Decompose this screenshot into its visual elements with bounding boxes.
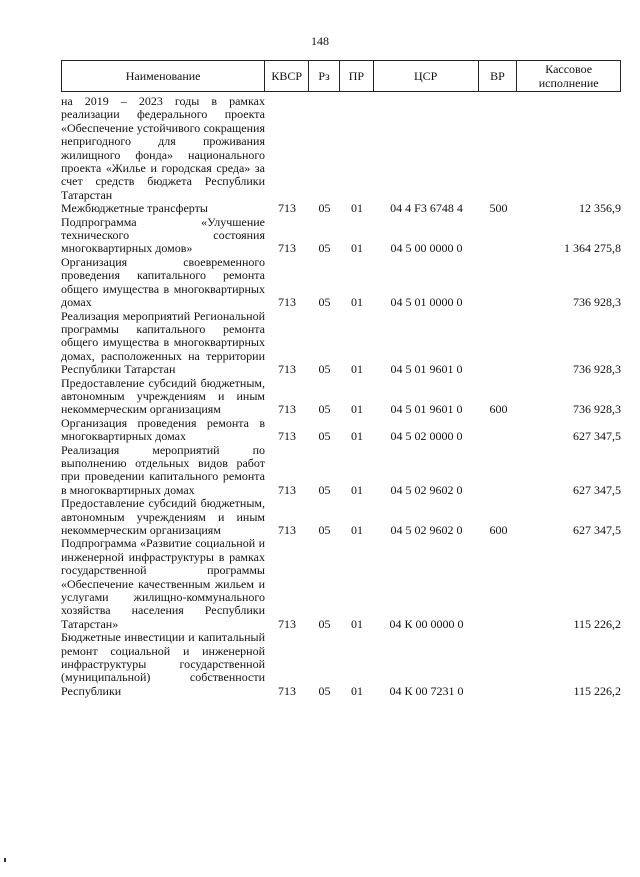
header-vr: ВР <box>479 61 518 91</box>
row-vr: 600 <box>489 523 508 537</box>
row-kvsr: 713 <box>278 683 296 698</box>
row-kvsr: 713 <box>278 402 296 417</box>
row-csr: 04 5 01 0000 0 <box>390 295 463 310</box>
row-sum: 1 364 275,8 <box>564 241 621 256</box>
row-pr: 01 <box>351 429 363 444</box>
row-csr: 04 5 02 0000 0 <box>390 429 463 444</box>
table-row <box>61 631 621 698</box>
row-rz: 05 <box>318 482 331 497</box>
row-pr: 01 <box>351 362 363 377</box>
header-csr: ЦСР <box>374 61 479 91</box>
row-sum: 627 347,5 <box>573 429 621 444</box>
table-row <box>61 537 621 631</box>
row-sum: 115 226,2 <box>573 683 621 698</box>
row-rz: 05 <box>318 683 331 698</box>
row-csr: 04 5 01 9601 0 <box>390 402 463 417</box>
row-name: Реализация мероприятий по выполнению отдельных видов работ при проведении капитального ремонта в многоквартирных домах <box>61 442 265 497</box>
table-row <box>61 417 621 444</box>
row-sum: 736 928,3 <box>573 402 621 417</box>
row-rz: 05 <box>318 362 331 377</box>
row-name: на 2019 – 2023 годы в рамках реализации федерального проекта «Обеспечение устойчивого сокращения непригодного для проживания жилищного фонда» национального проекта «Жилье и городская среда» за счет средств бюджета Республики Татарстан <box>61 94 265 202</box>
row-name: Организация своевременного проведения капитального ремонта общего имущества в многоквартирных домах <box>61 254 265 310</box>
row-rz: 05 <box>318 241 331 256</box>
row-name: Предоставление субсидий бюджетным, автономным учреждениям и иным некоммерческим организациям <box>61 496 265 537</box>
row-sum: 627 347,5 <box>573 523 621 537</box>
row-csr: 04 5 02 9602 0 <box>390 482 463 497</box>
table-row <box>61 377 621 417</box>
row-rz: 05 <box>318 429 331 444</box>
row-kvsr: 713 <box>278 429 296 444</box>
row-name: Реализация мероприятий Региональной программы капитального ремонта общего имущества в многоквартирных домах, расположенных на территории Республики Татарстан <box>61 308 265 377</box>
header-rz: Рз <box>309 61 340 91</box>
row-kvsr: 713 <box>278 482 296 497</box>
table-row <box>61 256 621 310</box>
row-rz: 05 <box>318 402 331 417</box>
row-name: Подпрограмма «Улучшение технического состояния многоквартирных домов» <box>61 214 265 256</box>
row-csr: 04 4 F3 6748 4 <box>390 201 463 216</box>
row-sum: 627 347,5 <box>573 482 621 497</box>
table-row <box>61 444 621 498</box>
row-pr: 01 <box>351 683 363 698</box>
row-kvsr: 713 <box>278 201 296 216</box>
row-name: Межбюджетные трансферты <box>61 201 208 216</box>
header-name: Наименование <box>62 61 265 91</box>
row-csr: 04 5 01 9601 0 <box>390 362 463 377</box>
row-sum: 12 356,9 <box>579 201 621 216</box>
row-name: Подпрограмма «Развитие социальной и инженерной инфраструктуры в рамках государственной программы «Обеспечение качественным жильем и услугами жилищно-коммунального хозяйства населения Республики Татарстан» <box>61 536 265 631</box>
header-sum: Кассовое исполнение <box>538 62 599 90</box>
row-csr: 04 5 02 9602 0 <box>390 523 463 537</box>
table-row <box>61 310 621 377</box>
row-sum: 736 928,3 <box>573 362 621 377</box>
header-kvsr: КВСР <box>265 61 309 91</box>
table-row <box>61 202 621 215</box>
row-sum: 736 928,3 <box>573 295 621 310</box>
row-pr: 01 <box>351 201 363 216</box>
row-pr: 01 <box>351 402 363 417</box>
row-csr: 04 5 00 0000 0 <box>390 241 463 256</box>
table-row <box>61 497 621 537</box>
row-rz: 05 <box>318 295 331 310</box>
row-kvsr: 713 <box>278 362 296 377</box>
row-rz: 05 <box>318 616 331 631</box>
row-csr: 04 К 00 0000 0 <box>389 616 464 631</box>
row-name: Бюджетные инвестиции и капитальный ремонт социальной и инженерной инфраструктуры государственной (муниципальной) собственности Республики <box>61 630 265 698</box>
row-pr: 01 <box>351 295 363 310</box>
row-kvsr: 713 <box>278 616 296 631</box>
table-body <box>61 95 621 698</box>
table-row <box>61 216 621 256</box>
row-kvsr: 713 <box>278 295 296 310</box>
row-rz: 05 <box>318 523 331 537</box>
row-pr: 01 <box>351 241 363 256</box>
row-rz: 05 <box>318 201 331 216</box>
row-sum: 115 226,2 <box>573 616 621 631</box>
table-row <box>61 95 621 202</box>
row-pr: 01 <box>351 523 363 537</box>
row-name: Организация проведения ремонта в многоквартирных домах <box>61 415 265 444</box>
row-pr: 01 <box>351 482 363 497</box>
row-csr: 04 К 00 7231 0 <box>389 683 464 698</box>
row-name: Предоставление субсидий бюджетным, автономным учреждениям и иным некоммерческим организациям <box>61 375 265 417</box>
row-pr: 01 <box>351 616 363 631</box>
header-pr: ПР <box>340 61 374 91</box>
row-kvsr: 713 <box>278 241 296 256</box>
row-vr: 500 <box>489 201 508 216</box>
page-number: 148 <box>311 34 329 48</box>
row-vr: 600 <box>489 402 508 417</box>
row-kvsr: 713 <box>278 523 296 537</box>
scan-mark <box>4 858 6 862</box>
table-header <box>61 60 621 92</box>
